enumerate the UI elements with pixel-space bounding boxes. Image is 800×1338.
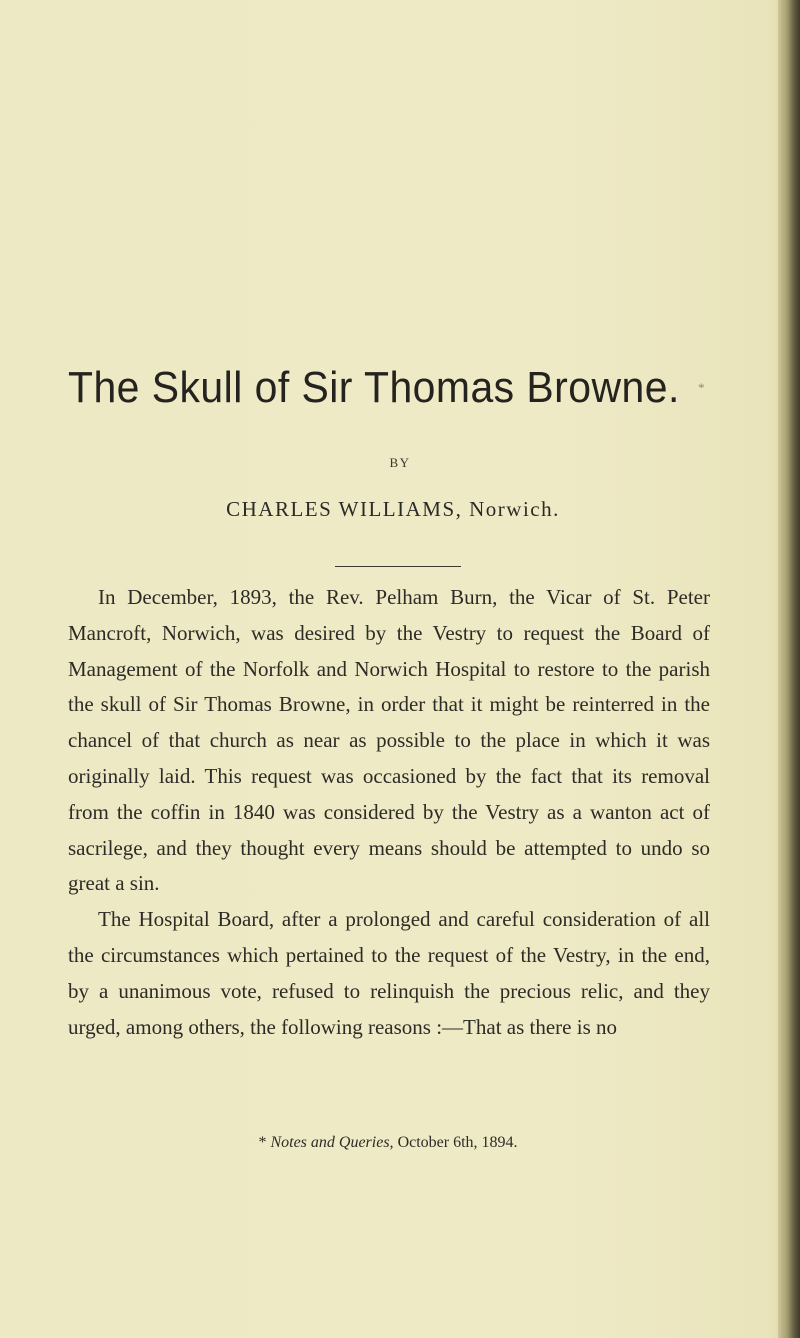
byline-by: BY [389, 455, 411, 470]
byline-author: CHARLES WILLIAMS, Norwich. [226, 497, 560, 521]
footnote-marker: * [258, 1134, 267, 1151]
page-edge-shadow [778, 0, 800, 1338]
title-footnote-mark: * [698, 380, 705, 395]
paragraph-2: The Hospital Board, after a prolonged and careful consideration of all the circumstances which pertained to the request of the Vestry, in the end, by a unanimous vote, refused to relinquish the precious relic, and they urged, among others, the following reasons :—That as there is no [68, 907, 710, 1039]
paragraph-1: In December, 1893, the Rev. Pelham Burn, the Vicar of St. Peter Mancroft, Norwich, was desired by the Vestry to request the Board of Management of the Norfolk and Norwich Hospital to restore to the parish the skull of Sir Thomas Browne, in order that it might be reinterred in the chancel of that church as near as possible to the place in which it was originally laid. This request was occasioned by the fact that its removal from the coffin in 1840 was considered by the Vestry as a wanton act of sacrilege, and they thought every means should be attempted to undo so great a sin. [68, 585, 710, 896]
footnote-date: October 6th, 1894. [397, 1134, 518, 1151]
article-body [68, 580, 710, 1045]
footnote-source: Notes and Queries, [270, 1134, 394, 1151]
footnote [0, 1134, 776, 1152]
section-divider [335, 566, 461, 567]
article-title: The Skull of Sir Thomas Browne. [68, 363, 680, 412]
